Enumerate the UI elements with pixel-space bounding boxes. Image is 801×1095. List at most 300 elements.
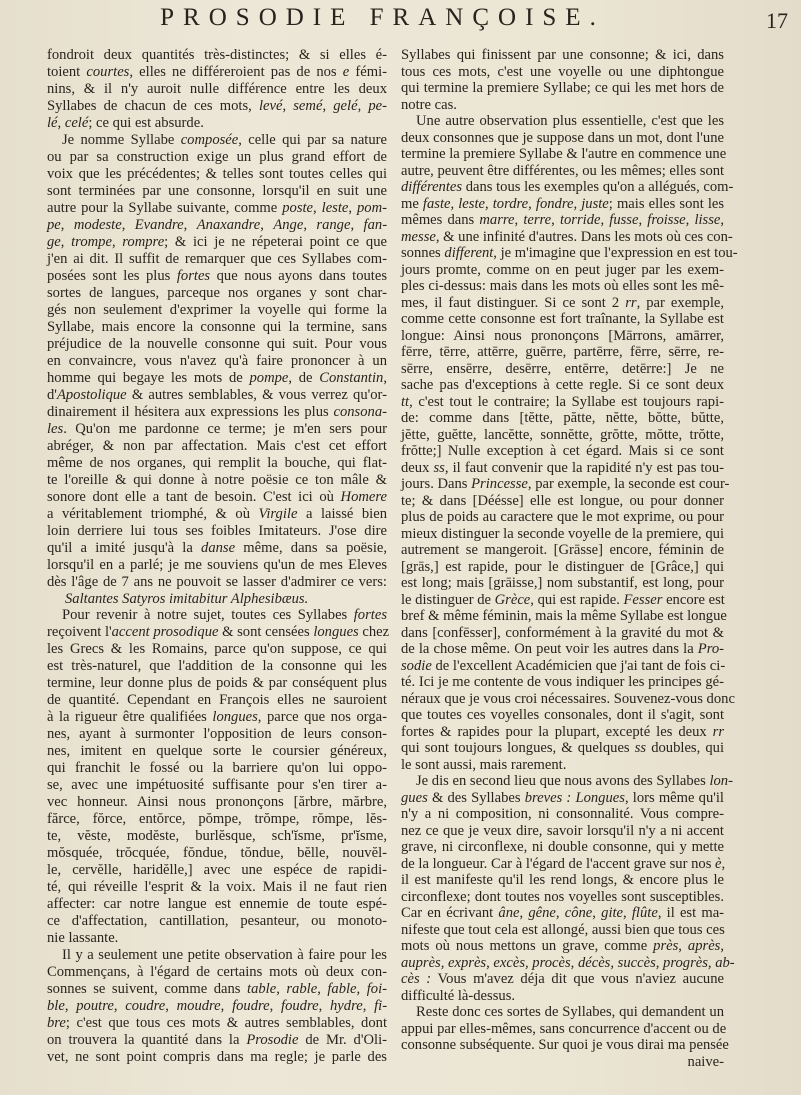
text-line: te; & dans [Déésse] elle est longue, ou pour donner <box>401 492 724 509</box>
text-segment: & autres semblables, & vous verrez qu'or- <box>126 386 387 403</box>
text-segment: sonnes se suivent, comme dans <box>47 981 248 998</box>
text-line: Il y a seulement une petite observation à faire pour les <box>62 947 387 964</box>
text-line <box>47 591 387 608</box>
text-segment: , <box>357 97 369 114</box>
text-line: fērre, tērre, attērre, guērre, partērre, fērre, sērre, re- <box>401 344 724 360</box>
italic-text: fi- <box>374 998 388 1015</box>
text-segment: , <box>720 212 725 228</box>
text-line: se, avec une impétuosité suffisante pour s'en tirer a- <box>47 777 387 794</box>
text-line <box>401 228 733 246</box>
text-line: consonne subséquente. Sur quoi je vous dirai ma pensée <box>401 1037 729 1053</box>
italic-text: fortes <box>176 267 211 284</box>
text-segment: , <box>350 216 364 233</box>
italic-text: range <box>316 216 351 233</box>
text-line: tous ces mots, c'est une voyelle ou une diphtongue <box>401 63 724 80</box>
text-line: autrement se mangeroit. [Grāsse] encore, féminin de <box>401 542 724 558</box>
text-segment: qui sont toujours longues, & quelques <box>401 740 635 756</box>
text-line: même de nos organes, qui remplit la bouche, qui flat- <box>47 454 387 471</box>
text-segment: , par exemple, la seconde est cour- <box>527 476 730 492</box>
italic-text: fortes <box>353 607 387 624</box>
text-segment: , <box>121 216 135 233</box>
right-column <box>401 47 738 1070</box>
text-line: sērre, ensērre, desērre, entērre, detērre:] Je ne <box>401 360 724 377</box>
text-line <box>401 641 724 658</box>
text-segment: , <box>721 855 726 872</box>
text-segment: , <box>282 97 294 114</box>
italic-text: pe <box>47 216 61 233</box>
italic-text: cône <box>564 905 593 921</box>
italic-text: les <box>47 420 64 437</box>
italic-text: leste <box>458 195 485 212</box>
text-segment: Je dis en second lieu que nous avons des Syllabes <box>416 773 710 789</box>
text-line <box>47 200 387 217</box>
text-segment: , <box>313 199 322 216</box>
text-line: autre, peuvent être différentes, ou les mêmes; elles sont <box>401 162 725 179</box>
text-segment: de l'excellent Académicien que j'ai tant de fois ci- <box>431 657 726 674</box>
italic-text: cès : <box>401 971 432 987</box>
italic-text: ss <box>433 459 445 476</box>
text-segment: sonore dont elle a tant de besoin. C'est ici où <box>47 488 341 505</box>
text-line <box>401 740 724 757</box>
text-segment: , <box>220 998 233 1015</box>
text-segment: , c'est tout le contraire; la Syllabe est toujours rapi- <box>409 393 724 410</box>
text-segment: Pour revenir à notre sujet, toutes ces Syllabes <box>62 607 354 624</box>
text-line: préjudice de la nouvelle consonne qui suit. Pour vous <box>47 335 387 352</box>
text-segment: , <box>348 199 357 216</box>
text-line: lorsqu'il en a parlé; je me souviens qu'un de mes Eleves <box>47 556 387 573</box>
text-line: de quantité. Cependant en François elles ne sauroient <box>47 692 387 709</box>
italic-text: rr <box>625 294 637 311</box>
left-column <box>47 47 390 1066</box>
text-line: gés non seulement d'exprimer la voyelle qui forme la <box>47 301 387 318</box>
text-line <box>401 476 730 493</box>
italic-text: lé <box>47 114 58 131</box>
text-line: té. Ici je me contente de vous indiquer les principes gé- <box>401 674 724 690</box>
text-line: de: comme dans [tĕtte, pătte, nĕtte, bŏtte, bŭtte, <box>401 410 724 426</box>
italic-text: rr <box>712 723 724 740</box>
text-segment: , il faut convenir que la rapidité n'y est pas tou- <box>444 459 724 476</box>
italic-text: gelé <box>333 97 358 114</box>
text-segment: , <box>623 905 632 921</box>
text-segment: même, dans sa poësie, <box>235 539 387 556</box>
text-segment: , parce que nos orga- <box>257 709 388 726</box>
text-line: te l'oreille & qui donne à notre poësie ce ton mâle & <box>47 471 387 488</box>
text-segment: jours. Dans <box>401 476 472 492</box>
text-line: loin derriere lui tous ses foibles Imitateurs. J'ose dire <box>47 522 387 539</box>
italic-text: semé <box>293 97 323 114</box>
text-segment: autre pour la Syllabe suivante, comme <box>47 199 283 216</box>
italic-text: Evandre <box>134 216 184 233</box>
text-segment: . Qu'on me pardonne ce terme; je m'en sers pour <box>63 420 387 437</box>
italic-text: flûte <box>631 905 658 921</box>
text-line <box>401 905 724 922</box>
text-segment: dinairement il hésitera aux expressions les plus <box>47 403 334 420</box>
text-line: jours promte, comme on en peut juger par les exem- <box>401 261 724 278</box>
text-segment: me <box>401 195 423 212</box>
italic-text: danse <box>201 539 236 556</box>
italic-text: Grèce <box>494 591 531 608</box>
italic-text: âne <box>498 905 520 921</box>
text-segment: , celle qui par sa nature <box>238 131 387 148</box>
text-segment: , <box>555 905 565 921</box>
text-line <box>47 268 387 285</box>
italic-text: Pro- <box>697 641 724 657</box>
text-segment: ; mais elles sont les <box>608 195 725 212</box>
text-line <box>47 998 387 1015</box>
text-line: termine, leur donne plus de poids & par conséquent plus <box>47 675 387 692</box>
italic-text: fusse <box>609 212 639 228</box>
italic-text: Ange <box>273 216 304 233</box>
text-segment: & des Syllabes <box>427 789 525 806</box>
text-line <box>47 607 387 624</box>
italic-text: tt <box>401 393 410 410</box>
text-segment: , <box>269 998 282 1015</box>
text-segment: , <box>573 195 582 212</box>
text-line <box>47 1032 387 1049</box>
running-head-title: PROSODIE FRANÇOISE. <box>160 4 605 31</box>
text-segment: , <box>450 195 459 212</box>
text-line: termine la premiere Syllabe & l'autre en commence une <box>401 146 727 162</box>
running-head <box>0 4 801 32</box>
italic-text: modeste <box>73 216 122 233</box>
text-segment: , <box>60 216 74 233</box>
text-segment: toient <box>47 63 87 80</box>
text-line: sont terminées par une consonne, lorsqu'il en suit une <box>47 182 387 199</box>
text-line: nins, & il n'y auroit nulle différence entre les deux <box>47 80 387 97</box>
text-line <box>401 658 724 675</box>
text-segment: , <box>57 114 65 131</box>
text-line: mŏsquée, trŏcquée, fŏndue, tŏndue, bĕlle, nouvĕl- <box>47 845 387 862</box>
text-line <box>47 624 390 641</box>
text-line: j'en ai dit. Il suffit de remarquer que ces Syllabes com- <box>47 250 387 267</box>
italic-text: pompe <box>249 369 289 386</box>
italic-text: coudre <box>125 998 166 1015</box>
text-segment: ; & ici je ne répeterai point ce que <box>164 233 388 250</box>
italic-text: leste <box>321 199 349 216</box>
text-line <box>47 709 387 726</box>
text-line <box>401 460 724 477</box>
italic-text: poutre <box>76 998 114 1015</box>
italic-text: Princesse <box>471 476 528 492</box>
text-segment: , il est ma- <box>657 905 725 921</box>
text-segment: fortes & rapides pour la plupart, excepté les deux <box>401 723 713 740</box>
text-line <box>47 98 387 115</box>
italic-text: rompre <box>122 233 165 250</box>
text-line: néraux que je vous croi nécessaires. Souvenez-vous donc <box>401 690 735 707</box>
italic-text: messe <box>401 228 436 245</box>
text-line: le sont aussi, mais rarement. <box>401 756 567 773</box>
text-line: affecter: car notre langue est ennemie de toute espé- <box>47 896 387 913</box>
text-line: frŏtte;] Nulle exception à cet égard. Mais si ce sont <box>401 443 724 459</box>
text-line: qui termine la premiere Syllabe; ce qui les met hors de <box>401 80 724 96</box>
text-segment: doubles, qui <box>646 740 725 756</box>
text-segment: de Mr. d'Oli- <box>298 1032 387 1049</box>
text-line: en convaincre, vous n'avez qu'à faire prononcer à un <box>47 352 387 369</box>
text-line: deux consonnes que je suppose dans un mot, dont l'une <box>401 129 724 146</box>
text-line: Syllabes qui finissent par une consonne; & ici, dans <box>401 47 724 63</box>
text-line: naive- <box>687 1053 724 1070</box>
text-segment: d' <box>47 386 57 403</box>
text-segment: , lors même qu'il <box>624 789 724 806</box>
text-line: il est manifeste qu'il les rend longs, & encore plus le <box>401 872 724 888</box>
text-line: jĕtte, guĕtte, lancĕtte, sonnĕtte, grŏtte, mŏtte, trŏtte, <box>401 426 724 443</box>
text-line: est très-naturel, que l'addition de la consonne qui les <box>47 658 387 675</box>
text-segment: , <box>600 212 610 228</box>
text-line: vet, ne sont point compris dans ma regle; je parle des <box>47 1049 387 1066</box>
text-line <box>401 592 724 609</box>
text-segment: , par exemple, <box>636 294 724 311</box>
text-segment: Syllabes de chacun de ces mots, <box>47 97 259 114</box>
text-line: voix que les précédentes; & telles sont toutes celles qui <box>47 165 387 182</box>
italic-text: consona- <box>333 403 387 420</box>
italic-text: levé <box>258 97 283 114</box>
text-segment: a véritablement triomphé, & où <box>47 505 259 522</box>
text-segment: Je nomme Syllabe <box>62 131 181 148</box>
text-segment: , <box>183 216 197 233</box>
text-line <box>47 421 387 438</box>
text-segment: fémi- <box>349 63 387 80</box>
text-segment: homme qui begaye les mots de <box>47 369 250 386</box>
text-line <box>47 1015 387 1032</box>
text-segment: chez <box>358 624 390 641</box>
text-line <box>401 856 724 873</box>
text-line <box>47 540 387 557</box>
text-segment: , <box>322 97 334 114</box>
text-line: mieux distinguer la seconde voyelle de la premiere, qui <box>401 525 724 542</box>
text-line <box>47 506 387 523</box>
text-segment: qu'il a imité jusqu'à la <box>47 539 202 556</box>
italic-text: bre <box>47 1015 66 1032</box>
italic-text: pe- <box>368 97 388 114</box>
text-segment: , <box>356 981 367 998</box>
italic-text: tordre <box>492 195 529 212</box>
italic-text: composée <box>180 131 239 148</box>
italic-text: Virgile <box>258 505 298 522</box>
text-segment: , <box>60 233 72 250</box>
text-line: sache pas d'exceptions à cette regle. Si ce sont deux <box>401 377 724 393</box>
text-segment: , de <box>288 369 320 386</box>
italic-text: différentes <box>401 179 463 195</box>
text-line <box>401 773 733 790</box>
italic-text: poste <box>282 199 314 216</box>
italic-text: fable <box>327 981 357 998</box>
italic-text: pom- <box>357 199 387 216</box>
text-line <box>401 295 724 312</box>
italic-text: faste <box>422 195 451 212</box>
italic-text: torride <box>559 212 601 228</box>
text-line: Une autre observation plus essentielle, c'est que les <box>416 113 724 129</box>
text-segment: reçoivent l' <box>47 624 112 641</box>
text-line <box>401 938 724 955</box>
text-segment: Car en écrivant <box>401 905 499 921</box>
text-line: fondroit deux quantités très-distinctes; & si elles é- <box>47 47 387 63</box>
text-segment: encore est <box>662 591 725 608</box>
text-line: nes, imitent en quelque sorte le coursier généreux, <box>47 743 387 760</box>
italic-text: ss <box>634 740 647 756</box>
text-line: sortes de langues, parceque nos organes y sont char- <box>47 284 387 301</box>
text-segment: ; c'est que tous ces mots & autres semblables, dont <box>65 1015 387 1032</box>
text-line <box>401 196 724 213</box>
italic-text: Homere <box>340 488 387 505</box>
text-segment: mots où nous mettons un grave, comme <box>401 938 654 954</box>
italic-text: juste <box>581 195 609 212</box>
text-line <box>401 179 734 196</box>
text-segment: , <box>514 212 524 228</box>
text-line <box>401 394 724 411</box>
italic-text: foudre <box>281 998 319 1015</box>
text-line <box>47 981 387 998</box>
text-line <box>47 115 387 132</box>
text-segment: , je m'imagine que l'expression en est tou- <box>493 245 738 261</box>
italic-text: Fesser <box>623 591 663 608</box>
text-segment: , <box>303 216 317 233</box>
text-segment: , <box>685 212 695 228</box>
italic-text: longues <box>313 624 359 641</box>
italic-text: accent prosodique <box>111 624 219 641</box>
italic-text: celé <box>64 114 89 131</box>
italic-text: fan- <box>363 216 388 233</box>
italic-text: foi- <box>366 981 387 998</box>
text-line <box>47 404 387 421</box>
text-segment: posées sont les plus <box>47 267 177 284</box>
italic-text: hydre <box>330 998 363 1015</box>
italic-text: moudre <box>176 998 221 1015</box>
italic-text: après <box>687 938 721 954</box>
text-line: comme cette consonne est fort traînante, la Syllabe est <box>401 311 724 327</box>
text-segment: que nous ayons dans toutes <box>210 267 387 284</box>
text-line <box>47 132 387 149</box>
italic-text: près <box>653 938 679 954</box>
text-segment: de la longueur. Car à l'égard de l'accent grave sur nos <box>401 855 716 872</box>
text-line: ou par sa construction exige un plus grand effort de <box>47 148 387 165</box>
text-segment: de la chose même. On peut voir les autres dans la <box>401 641 698 657</box>
text-line: dès l'âge de 7 ans ne pouvoit se lasser d'admirer ce vers: <box>47 573 387 590</box>
text-line: ples ci-dessus: mais dans les mots où elles sont les mê- <box>401 278 724 294</box>
italic-text: e <box>342 63 350 80</box>
text-segment: , <box>113 998 126 1015</box>
text-line: Commençans, à l'égard de certains mots où deux con- <box>47 964 387 981</box>
text-line <box>47 489 387 506</box>
text-line <box>401 971 724 988</box>
italic-text: gues <box>401 789 428 806</box>
text-line: plus de poids au caractere que le mot exprime, ou pour <box>401 509 724 525</box>
text-segment: dans tous les exemples qu'on a allégués, com- <box>462 179 734 195</box>
text-segment: , <box>720 938 725 954</box>
text-segment: , <box>111 233 123 250</box>
text-segment: on trouvera la quantité dans la <box>47 1032 247 1049</box>
text-line: vec honneur. Ainsi nous prononçons [ărbre, mărbre, <box>47 794 387 811</box>
text-segment: a laissé bien <box>297 505 387 522</box>
italic-text: marre <box>479 212 515 228</box>
italic-text: è <box>715 855 722 872</box>
text-segment: , <box>551 212 560 228</box>
italic-text: trompe <box>71 233 112 250</box>
text-segment: , <box>638 212 648 228</box>
italic-text: Apostolique <box>56 386 127 403</box>
text-line: Syllabe, mais encore la consonne qui la termine, sans <box>47 318 387 335</box>
italic-text: sodie <box>401 657 432 674</box>
text-line <box>401 724 724 741</box>
text-line <box>47 217 387 234</box>
text-line: nie lassante. <box>47 930 119 947</box>
italic-text: courtes <box>86 63 130 80</box>
text-segment: , & une infinité d'autres. Dans les mots où ces con- <box>435 228 733 245</box>
italic-text: Anaxandre <box>196 216 261 233</box>
italic-text: gite <box>601 905 624 921</box>
text-segment: , <box>362 998 375 1015</box>
text-segment: , <box>64 998 77 1015</box>
italic-text: Prosodie <box>246 1032 299 1049</box>
text-segment: , elles ne différeroient pas de nos <box>129 63 343 80</box>
text-segment: & sont censées <box>218 624 314 641</box>
text-segment: , <box>383 369 387 386</box>
text-line: fărce, fŏrce, entŏrce, pŏmpe, trŏmpe, rŏmpe, lĕs- <box>47 811 387 828</box>
text-line: circonflexe; dont toutes nos voyelles sont susceptibles. <box>401 888 724 905</box>
italic-text: ble <box>47 998 65 1015</box>
text-line: bref & même féminin, mais la même Syllabe est longue <box>401 608 727 624</box>
italic-text: ge <box>47 233 61 250</box>
text-segment: à la rigueur être qualifiées <box>47 709 213 726</box>
text-line: [grās,] est rapide, pour le distinguer de [Grâce,] qui <box>401 558 724 575</box>
text-line: que toutes ces voyelles consonales, dont il s'agit, sont <box>401 707 724 723</box>
text-segment: , <box>678 938 688 954</box>
text-line: te, vĕste, modĕste, burlĕsque, sch'ĭsme, pr'ĭsme, <box>47 828 387 845</box>
text-line: est long; mais [grāisse,] nom substantif, est long, pour <box>401 575 724 591</box>
text-segment: , <box>276 981 287 998</box>
italic-text: froisse <box>647 212 686 228</box>
italic-text: Saltantes Satyros imitabitur Alphesibæus. <box>65 590 309 607</box>
text-segment: mêmes dans <box>401 212 480 228</box>
text-segment: , <box>592 905 602 921</box>
text-line: les Grecs & les Romains, parce qu'on suppose, ce qui <box>47 641 387 658</box>
text-segment: ; ce qui est absurde. <box>88 114 204 131</box>
italic-text: longues <box>212 709 258 726</box>
italic-text: foudre <box>232 998 270 1015</box>
text-line <box>47 234 387 251</box>
text-line: grave, ni circonflexe, ni double consonne, qui y mette <box>401 839 724 855</box>
text-segment: , <box>528 195 536 212</box>
text-line: n'y a ni composition, ni consonnalité. Vous compre- <box>401 806 724 822</box>
italic-text: fondre <box>535 195 574 212</box>
italic-text: rable <box>286 981 318 998</box>
text-line: le, cervĕlle, haridĕlle,] avec une espéce de rapidi- <box>47 862 387 879</box>
text-segment: , qui est rapide. <box>530 591 624 608</box>
italic-text: gêne <box>528 905 556 921</box>
text-line: abréger, & non par affectation. Mais c'est cet effort <box>47 437 387 454</box>
text-line <box>47 370 387 387</box>
page-number: 17 <box>766 8 788 33</box>
italic-text: Constantin <box>319 369 384 386</box>
text-line: dans [confēsser], conformément à la gravité du mot & <box>401 624 724 641</box>
text-segment: , <box>260 216 274 233</box>
text-segment: , <box>165 998 177 1015</box>
italic-text: lon- <box>709 773 733 789</box>
text-line: nez ce que je veux dire, savoir lorsqu'il n'y a ni accent <box>401 822 724 839</box>
text-segment: deux <box>401 459 434 476</box>
text-line <box>401 212 724 229</box>
text-line <box>47 64 387 81</box>
text-line <box>401 245 738 262</box>
text-line: appui par elles-mêmes, sans concurrence d'accent ou de <box>401 1020 727 1037</box>
italic-text: table <box>247 981 277 998</box>
text-line: ce d'affectation, cantillation, pesanteur, ou monoto- <box>47 913 387 930</box>
text-line <box>401 954 735 972</box>
text-line <box>401 790 724 807</box>
text-segment: Vous m'avez déja dit que vous n'aviez aucune <box>431 971 724 987</box>
text-line: nes, ayant à surmonter l'opposition de leurs conson- <box>47 726 387 743</box>
text-line: notre cas. <box>401 96 457 113</box>
text-line: qui franchit le fossé ou la barriere qu'on lui oppo- <box>47 760 387 777</box>
